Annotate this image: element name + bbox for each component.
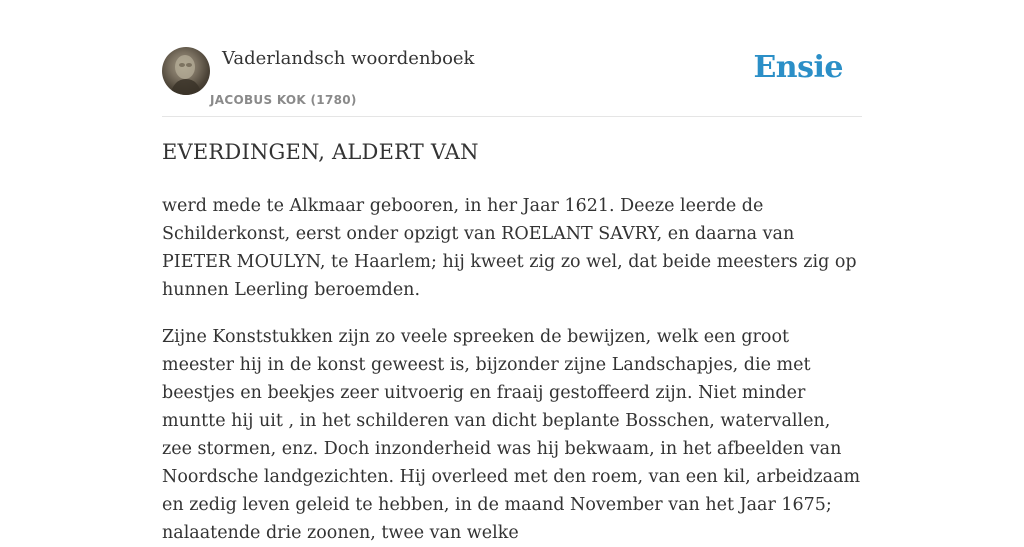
portrait-icon: [162, 47, 210, 95]
entry-paragraph-1: werd mede te Alkmaar gebooren, in her Jaar 1621. Deeze leerde de Schilderkonst, eerst onder opzigt van ROELANT SAVRY, en daarna van PIETER MOULYN, te Haarlem; hij kweet zig zo wel, dat beide meesters zig op hunnen Leerling beroemden.: [162, 196, 857, 300]
ensie-logo[interactable]: Ensie: [753, 50, 843, 85]
book-title[interactable]: Vaderlandsch woordenboek: [222, 48, 475, 69]
entry-title: EVERDINGEN, ALDERT VAN: [162, 140, 479, 164]
portrait-avatar-icon[interactable]: [162, 47, 210, 95]
book-header: [162, 0, 862, 117]
entry-paragraph-2: Zijne Konststukken zijn zo veele spreeken de bewijzen, welk een groot meester hij in de konst geweest is, bijzonder zijne Landschapjes, die met beestjes en beekjes zeer uitvoerig en fraaij gestoffeerd zijn. Niet minder muntte hij uit , in het schilderen van dicht beplante Bosschen, watervallen, zee stormen, enz. Doch inzonderheid was hij bekwaam, in het afbeelden van Noordsche landgezichten. Hij overleed met den roem, van een kil, arbeidzaam en zedig leven geleid te hebben, in de maand November van het Jaar 1675; nalaatende drie zoonen, twee van welke: [162, 327, 861, 543]
author-label[interactable]: JACOBUS KOK (1780): [210, 93, 357, 107]
page-container: [162, 0, 862, 543]
